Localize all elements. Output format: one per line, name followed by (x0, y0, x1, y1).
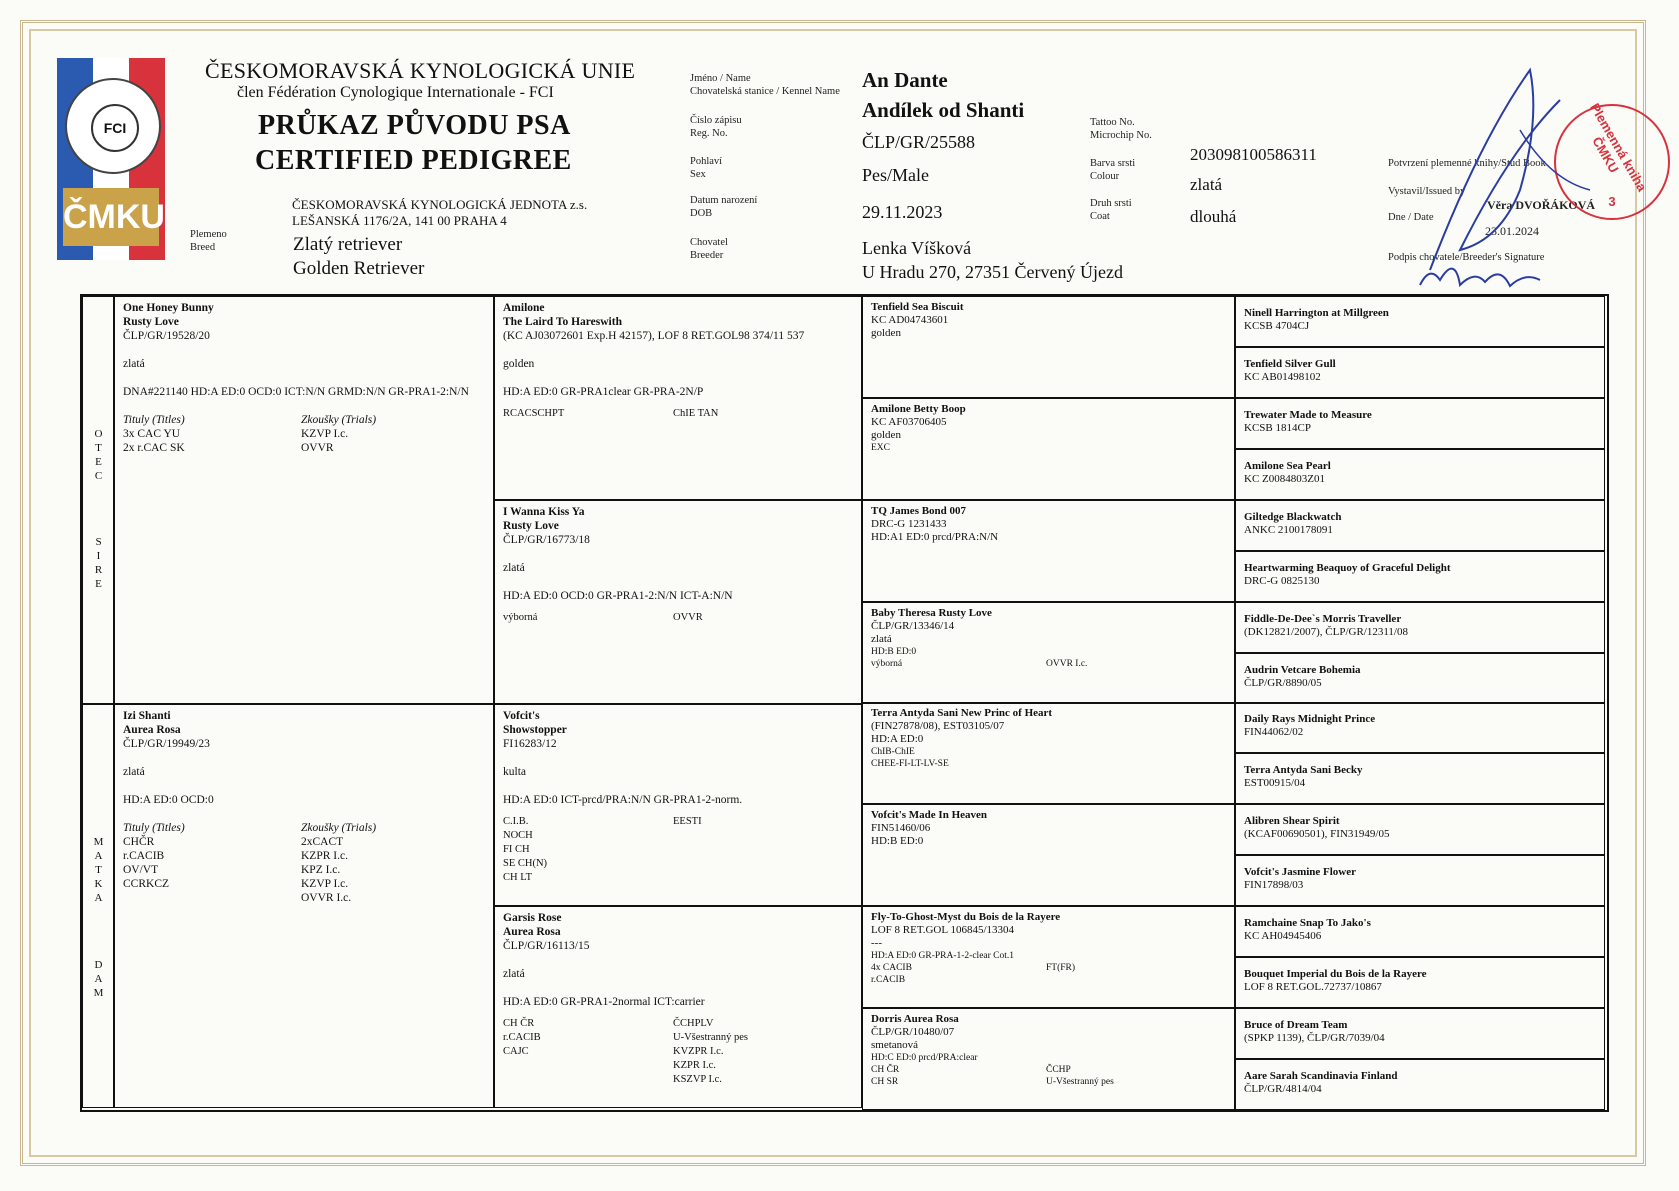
great-grandparent-cell (862, 500, 1235, 602)
ancestor-name: Amilone Betty Boop (871, 403, 966, 415)
dog-name-2: Andílek od Shanti (862, 98, 1025, 122)
grandparent-cell (494, 906, 862, 1108)
fci-emblem-icon: FCI (65, 78, 161, 174)
address-line-1: ČESKOMORAVSKÁ KYNOLOGICKÁ JEDNOTA z.s. (292, 197, 588, 212)
ancestor-health: HD:A ED:0 GR-PRA1clear GR-PRA-2N/P (503, 386, 704, 398)
dob-value: 29.11.2023 (862, 202, 943, 222)
grandparent-cell (494, 704, 862, 906)
great-great-grandparent-cell (1235, 551, 1605, 602)
ancestor-reg: ČLP/GR/10480/07 (871, 1026, 955, 1038)
issued-label: Vystavil/Issued by (1388, 186, 1466, 197)
ancestor-titles: ČCHP U-Všestranný pes (1046, 1065, 1114, 1087)
reg-label: Číslo zápisu Reg. No. (690, 115, 742, 139)
ancestor-name: Ninell Harrington at Millgreen (1244, 307, 1389, 319)
great-great-grandparent-cell (1235, 1059, 1605, 1110)
ancestor-name: Audrin Vetcare Bohemia (1244, 664, 1361, 676)
date-label: Dne / Date (1388, 212, 1434, 223)
ancestor-reg: LOF 8 RET.GOL 106845/13304 (871, 924, 1014, 936)
ancestor-detail: golden (871, 429, 901, 441)
ancestor-name: Tenfield Silver Gull (1244, 358, 1336, 370)
ancestor-name: Bouquet Imperial du Bois de la Rayere (1244, 968, 1427, 980)
ancestor-titles: r.CACIB (871, 975, 906, 985)
great-great-grandparent-cell (1235, 398, 1605, 449)
chip-label: Tattoo No. Microchip No. (1090, 117, 1152, 141)
ancestor-detail: zlatá (871, 633, 892, 645)
ancestor-detail: HD:A1 ED:0 prcd/PRA:N/N (871, 531, 999, 543)
ancestor-reg: (KCAF00690501), FIN31949/05 (1244, 828, 1390, 840)
title-cz: PRŮKAZ PŮVODU PSA (258, 110, 571, 141)
ancestor-reg: KC Z0084803Z01 (1244, 473, 1325, 485)
ancestor-reg: KC AH04945406 (1244, 930, 1322, 942)
ancestor-detail: smetanová (871, 1039, 919, 1051)
studbook-stamp: Plemenná kniha ČMKU 3 (1554, 104, 1670, 220)
ancestor-reg: (DK12821/2007), ČLP/GR/12311/08 (1244, 626, 1408, 638)
ancestor-reg: LOF 8 RET.GOL.72737/10867 (1244, 981, 1382, 993)
pedigree-table (80, 294, 1609, 1112)
ancestor-name: Alibren Shear Spirit (1244, 815, 1340, 827)
ancestor-name: The Laird To Hareswith (503, 316, 622, 328)
ancestor-titles: CH ČR CH SR (871, 1065, 900, 1087)
ancestor-name: Showstopper (503, 724, 567, 736)
great-great-grandparent-cell (1235, 500, 1605, 551)
ancestor-titles: OVVR (673, 612, 703, 623)
great-great-grandparent-cell (1235, 804, 1605, 855)
dam-label-cz: M A T K A (93, 836, 105, 904)
ancestor-reg: (FIN27878/08), EST03105/07 (871, 720, 1005, 732)
breeder-name: Lenka Víšková (862, 238, 972, 258)
ancestor-titles: výborná (871, 659, 903, 669)
breeder-label: Chovatel Breeder (690, 237, 728, 261)
ancestor-titles: ČCHPLV U-Všestranný pes KVZPR I.c. KZPR I.c. KSZVP I.c. (673, 1018, 748, 1085)
great-grandparent-cell (862, 296, 1235, 398)
ancestor-reg: FIN44062/02 (1244, 726, 1304, 738)
ancestor-name: Fly-To-Ghost-Myst du Bois de la Rayere (871, 911, 1061, 923)
ancestor-detail: HD:C ED:0 prcd/PRA:clear (871, 1053, 978, 1063)
breeder-address: U Hradu 270, 27351 Červený Újezd (862, 262, 1123, 282)
ancestor-detail: HD:A ED:0 GR-PRA-1-2-clear Cot.1 (871, 951, 1015, 961)
ancestor-detail: ChIB-ChIE (871, 747, 915, 757)
ancestor-titles: EESTI (673, 816, 702, 827)
great-grandparent-cell (862, 602, 1235, 704)
ancestor-detail: HD:B ED:0 (871, 835, 924, 847)
great-grandparent-cell (862, 906, 1235, 1008)
coat-value: dlouhá (1190, 207, 1237, 226)
ancestor-name: Rusty Love (503, 520, 559, 532)
title-en: CERTIFIED PEDIGREE (255, 145, 572, 176)
ancestor-name: TQ James Bond 007 (871, 505, 967, 517)
great-great-grandparent-cell (1235, 753, 1605, 804)
ancestor-reg: ČLP/GR/8890/05 (1244, 677, 1322, 689)
signature-scribbles-icon (1400, 40, 1600, 300)
ancestor-reg: DRC-G 1231433 (871, 518, 947, 530)
ancestor-titles: OVVR I.c. (1046, 659, 1088, 669)
ancestor-detail: golden (871, 327, 901, 339)
org-name: ČESKOMORAVSKÁ KYNOLOGICKÁ UNIE (205, 58, 636, 83)
ancestor-titles: 4x CACIB (871, 963, 912, 973)
ancestor-name: Dorris Aurea Rosa (871, 1013, 959, 1025)
great-great-grandparent-cell (1235, 906, 1605, 957)
great-great-grandparent-cell (1235, 653, 1605, 704)
ancestor-reg: ČLP/GR/4814/04 (1244, 1083, 1322, 1095)
ancestor-name: Vofcit's Made In Heaven (871, 809, 988, 821)
great-great-grandparent-cell (1235, 347, 1605, 398)
sire-side-column (82, 296, 114, 704)
ancestor-name: Garsis Rose (503, 912, 562, 924)
issue-date: 23.01.2024 (1485, 224, 1539, 238)
address-line-2: LEŠANSKÁ 1176/2A, 141 00 PRAHA 4 (292, 213, 507, 228)
coat-label: Druh srsti Coat (1090, 198, 1132, 222)
great-great-grandparent-cell (1235, 1008, 1605, 1059)
ancestor-colour: zlatá (503, 562, 525, 574)
ancestor-reg: FIN51460/06 (871, 822, 931, 834)
ancestor-reg: EST00915/04 (1244, 777, 1306, 789)
cmku-logo-icon: ČMKU (63, 188, 159, 246)
grandparent-cell (494, 500, 862, 704)
ancestor-reg: KC AD04743601 (871, 314, 949, 326)
ancestor-name: Tenfield Sea Biscuit (871, 301, 964, 313)
chip-value: 203098100586311 (1190, 145, 1317, 164)
ancestor-health: HD:A ED:0 ICT-prcd/PRA:N/N GR-PRA1-2-norm. (503, 794, 743, 806)
breed-en: Golden Retriever (293, 258, 425, 279)
ancestor-detail: EXC (871, 443, 890, 453)
ancestor-colour: zlatá (503, 968, 525, 980)
ancestor-health: HD:A ED:0 GR-PRA1-2normal ICT:carrier (503, 996, 705, 1008)
ancestor-name: Terra Antyda Sani New Princ of Heart (871, 707, 1053, 719)
ancestor-name: Vofcit's (503, 710, 540, 722)
issued-by: Věra DVOŘÁKOVÁ (1487, 198, 1596, 212)
ancestor-name: Fiddle-De-Dee`s Morris Traveller (1244, 613, 1402, 625)
ancestor-reg: ČLP/GR/16113/15 (503, 940, 590, 952)
ancestor-name: Vofcit's Jasmine Flower (1244, 866, 1357, 878)
name-label: Jméno / Name Chovatelská stanice / Kennel Name (690, 73, 840, 97)
ancestor-name: Terra Antyda Sani Becky (1244, 764, 1363, 776)
grandparent-cell (494, 296, 862, 500)
ancestor-colour: kulta (503, 766, 526, 778)
dob-label: Datum narození DOB (690, 195, 758, 219)
ancestor-name: Daily Rays Midnight Prince (1244, 713, 1376, 725)
reg-number: ČLP/GR/25588 (862, 132, 976, 152)
ancestor-reg: FI16283/12 (503, 738, 557, 750)
ancestor-reg: ANKC 2100178091 (1244, 524, 1333, 536)
colour-label: Barva srsti Colour (1090, 158, 1136, 182)
dog-name-1: An Dante (862, 68, 948, 92)
colour-value: zlatá (1190, 175, 1223, 194)
ancestor-name: Aurea Rosa (503, 926, 561, 938)
ancestor-reg: ČLP/GR/13346/14 (871, 620, 955, 632)
great-grandparent-cell (862, 398, 1235, 500)
ancestor-detail: HD:B ED:0 (871, 647, 917, 657)
ancestor-titles: ChIE TAN (673, 408, 719, 419)
great-grandparent-cell (862, 1008, 1235, 1110)
sire-cell: One Honey Bunny Rusty Love ČLP/GR/19528/20 zlatá DNA#221140 HD:A ED:0 OCD:0 ICT:N/N GRMD:N/N GR-PRA1-2:N/N Tituly (Titles) 3x CAC YU 2x r.CAC SK Zkoušky (Trials) KZVP I.c. OVVR (114, 296, 494, 704)
ancestor-name: Baby Theresa Rusty Love (871, 607, 992, 619)
ancestor-reg: KC AB01498102 (1244, 371, 1321, 383)
ancestor-reg: KCSB 4704CJ (1244, 320, 1310, 332)
breed-cz: Zlatý retriever (293, 234, 403, 255)
ancestor-colour: golden (503, 358, 535, 370)
great-great-grandparent-cell (1235, 702, 1605, 753)
ancestor-titles: FT(FR) (1046, 963, 1076, 973)
ancestor-name: Ramchaine Snap To Jako's (1244, 917, 1371, 929)
sire-label-en: S I R E (94, 536, 104, 590)
ancestor-reg: (KC AJ03072601 Exp.H 42157), LOF 8 RET.GOL98 374/11 537 (503, 330, 805, 342)
ancestor-titles: výborná (503, 612, 538, 623)
ancestor-detail: --- (871, 937, 882, 949)
great-grandparent-cell (862, 702, 1235, 804)
fci-membership: člen Fédération Cynologique Internationale - FCI (237, 84, 554, 101)
ancestor-reg: KCSB 1814CP (1244, 422, 1311, 434)
dam-label-en: D A M (93, 959, 105, 999)
ancestor-name: Aare Sarah Scandinavia Finland (1244, 1070, 1398, 1082)
great-great-grandparent-cell (1235, 296, 1605, 347)
great-grandparent-cell (862, 804, 1235, 906)
great-great-grandparent-cell (1235, 449, 1605, 500)
ancestor-name: Heartwarming Beaquoy of Graceful Delight (1244, 562, 1451, 574)
sire-label-cz: O T E C (94, 428, 104, 482)
breed-label: Plemeno Breed (190, 229, 227, 253)
ancestor-reg: (SPKP 1139), ČLP/GR/7039/04 (1244, 1032, 1385, 1044)
ancestor-name: I Wanna Kiss Ya (503, 506, 585, 518)
sex-label: Pohlaví Sex (690, 156, 723, 180)
dam-cell: Izi Shanti Aurea Rosa ČLP/GR/19949/23 zlatá HD:A ED:0 OCD:0 Tituly (Titles) CHČR r.CACIB OV/VT CCRKCZ Zkoušky (Trials) 2xCACT KZPR I.c. KPZ I.c. KZVP I.c. OVVR I.c. (114, 704, 494, 1108)
ancestor-name: Giltedge Blackwatch (1244, 511, 1342, 523)
ancestor-reg: KC AF03706405 (871, 416, 947, 428)
ancestor-name: Trewater Made to Measure (1244, 409, 1372, 421)
ancestor-detail: HD:A ED:0 (871, 733, 924, 745)
cmku-fci-logo (57, 58, 165, 260)
dam-side-column (82, 704, 114, 1108)
ancestor-titles: RCACSCHPT (503, 408, 565, 419)
ancestor-titles: CHEE-FI-LT-LV-SE (871, 759, 949, 769)
signature-label: Podpis chovatele/Breeder's Signature (1388, 252, 1545, 263)
ancestor-name: Amilone (503, 302, 545, 314)
ancestor-health: HD:A ED:0 OCD:0 GR-PRA1-2:N/N ICT-A:N/N (503, 590, 733, 602)
great-great-grandparent-cell (1235, 957, 1605, 1008)
great-great-grandparent-cell (1235, 602, 1605, 653)
ancestor-reg: ČLP/GR/16773/18 (503, 534, 590, 546)
ancestor-name: Bruce of Dream Team (1244, 1019, 1348, 1031)
ancestor-reg: FIN17898/03 (1244, 879, 1304, 891)
sex-value: Pes/Male (862, 165, 929, 185)
ancestor-name: Amilone Sea Pearl (1244, 460, 1331, 472)
ancestor-titles: CH ČR r.CACIB CAJC (503, 1018, 541, 1057)
ancestor-titles: C.I.B. NOCH FI CH SE CH(N) CH LT (503, 816, 548, 883)
great-great-grandparent-cell (1235, 855, 1605, 906)
studbook-confirm: Potvrzení plemenné knihy/Stud Book (1388, 158, 1546, 169)
ancestor-reg: DRC-G 0825130 (1244, 575, 1320, 587)
